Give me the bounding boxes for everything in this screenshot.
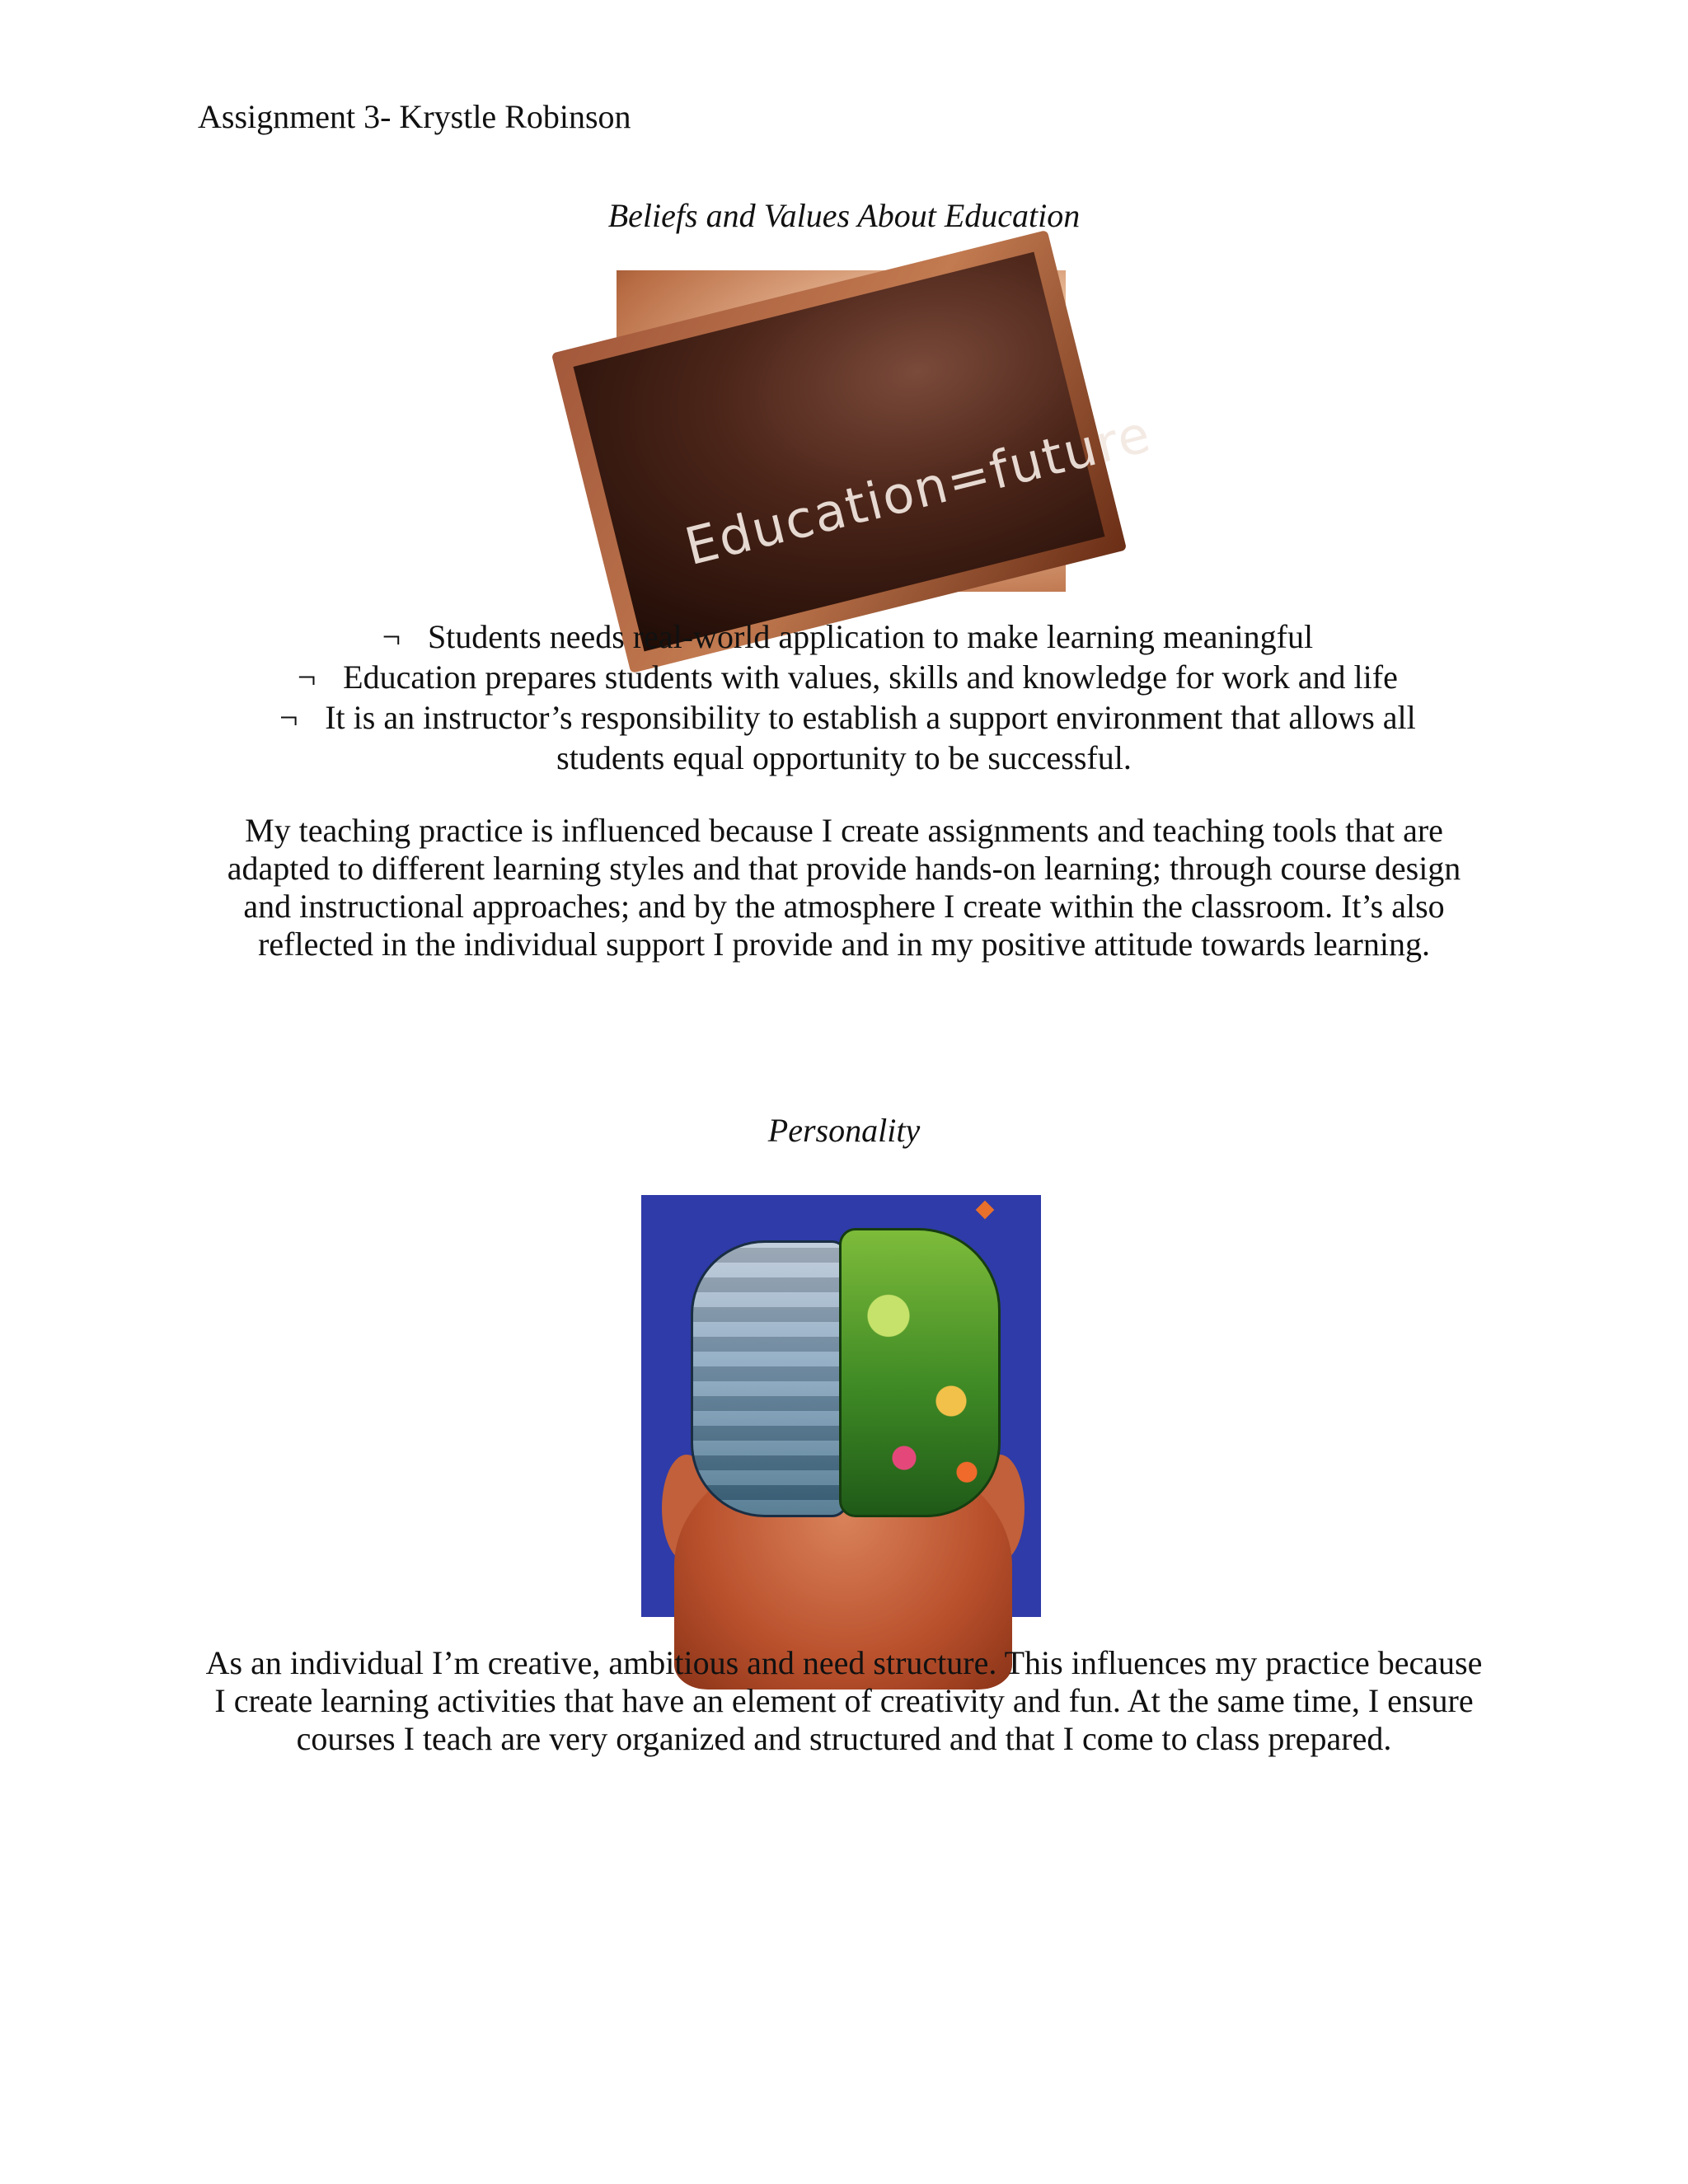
bullet-item-continuation [0,739,1688,777]
brain-right-hemisphere [839,1228,1001,1517]
bullet-item [0,699,1688,737]
section-title-beliefs: Beliefs and Values About Education [607,197,1081,234]
paragraph-line: I create learning activities that have an element of creativity and fun. At the same time, I ensure [214,1682,1474,1719]
section-title-personality: Personality [767,1112,921,1149]
education-chalkboard-image [617,270,1157,592]
bullet-icon: ¬ [297,658,316,696]
bullet-icon: ¬ [279,699,298,736]
bullet-item [0,658,1688,696]
chalkboard-surface [573,252,1157,652]
brain-left-hemisphere [691,1240,848,1517]
beliefs-bullet-list [0,618,1688,777]
teaching-practice-paragraph [0,812,1688,963]
bullet-item [0,618,1688,656]
brain-illustration-image [641,1195,1041,1617]
bullet-text: students equal opportunity to be successful. [556,739,1132,776]
bullet-text: Students needs real-world application to make learning meaningful [427,618,1314,655]
paragraph-line: As an individual I’m creative, ambitious and need structure. This influences my practice because [205,1644,1483,1681]
paragraph-line: courses I teach are very organized and structured and that I come to class prepared. [296,1720,1392,1757]
kite-icon [976,1201,995,1220]
paragraph-line: adapted to different learning styles and that provide hands-on learning; through course design [227,850,1461,887]
document-header: Assignment 3- Krystle Robinson [198,98,631,135]
bullet-text: It is an instructor’s responsibility to establish a support environment that allows all [325,699,1416,736]
paragraph-line: My teaching practice is influenced because I create assignments and teaching tools that are [245,812,1443,849]
bullet-text: Education prepares students with values, skills and knowledge for work and life [343,658,1398,696]
bullet-icon: ¬ [382,618,401,655]
chalkboard-frame [551,230,1157,673]
paragraph-line: and instructional approaches; and by the atmosphere I create within the classroom. It’s also [243,888,1445,925]
paragraph-line: reflected in the individual support I provide and in my positive attitude towards learning. [258,926,1430,963]
personality-paragraph [0,1644,1688,1758]
chalkboard-text: Education=future [678,403,1157,578]
